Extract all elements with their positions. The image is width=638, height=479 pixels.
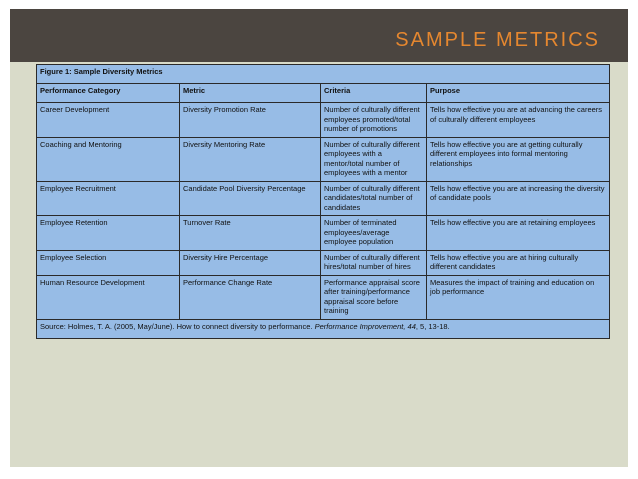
cell-category: Employee Retention: [37, 216, 180, 251]
column-header-category: Performance Category: [37, 84, 180, 103]
diversity-metrics-table: [36, 64, 610, 339]
cell-criteria: Number of culturally different employees promoted/total number of promotions: [321, 103, 427, 138]
slide-header-bar: [10, 9, 628, 62]
table-source-row: [37, 319, 610, 338]
cell-criteria: Number of culturally different hires/total number of hires: [321, 250, 427, 275]
table-row: [37, 103, 610, 138]
table-source: [37, 319, 610, 338]
cell-criteria: Performance appraisal score after training/performance appraisal score before training: [321, 275, 427, 319]
cell-category: Employee Selection: [37, 250, 180, 275]
cell-criteria: Number of terminated employees/average employee population: [321, 216, 427, 251]
column-header-criteria: Criteria: [321, 84, 427, 103]
cell-metric: Diversity Promotion Rate: [180, 103, 321, 138]
cell-purpose: Measures the impact of training and education on job performance: [427, 275, 610, 319]
cell-purpose: Tells how effective you are at advancing the careers of culturally different employees: [427, 103, 610, 138]
cell-criteria: Number of culturally different employees with a mentor/total number of employees with a mentor: [321, 137, 427, 181]
table-row: [37, 181, 610, 216]
table-header-row: [37, 84, 610, 103]
table-row: [37, 275, 610, 319]
cell-purpose: Tells how effective you are at retaining employees: [427, 216, 610, 251]
table-caption-row: [37, 65, 610, 84]
cell-metric: Candidate Pool Diversity Percentage: [180, 181, 321, 216]
table-row: [37, 137, 610, 181]
column-header-metric: Metric: [180, 84, 321, 103]
table-row: [37, 250, 610, 275]
source-suffix: , 5, 13-18.: [415, 321, 450, 331]
cell-purpose: Tells how effective you are at increasing the diversity of candidate pools: [427, 181, 610, 216]
cell-metric: Diversity Hire Percentage: [180, 250, 321, 275]
cell-category: Coaching and Mentoring: [37, 137, 180, 181]
cell-category: Career Development: [37, 103, 180, 138]
cell-criteria: Number of culturally different candidates/total number of candidates: [321, 181, 427, 216]
slide-title: SAMPLE METRICS: [395, 29, 600, 51]
cell-category: Employee Recruitment: [37, 181, 180, 216]
cell-purpose: Tells how effective you are at getting culturally different employees into formal mentoring relationships: [427, 137, 610, 181]
table-caption: Figure 1: Sample Diversity Metrics: [37, 65, 610, 84]
cell-purpose: Tells how effective you are at hiring culturally different candidates: [427, 250, 610, 275]
cell-category: Human Resource Development: [37, 275, 180, 319]
source-journal: Performance Improvement, 44: [314, 321, 416, 331]
cell-metric: Turnover Rate: [180, 216, 321, 251]
cell-metric: Diversity Mentoring Rate: [180, 137, 321, 181]
table-row: [37, 216, 610, 251]
cell-metric: Performance Change Rate: [180, 275, 321, 319]
source-prefix: Source: Holmes, T. A. (2005, May/June). How to connect diversity to performance.: [40, 321, 315, 331]
column-header-purpose: Purpose: [427, 84, 610, 103]
slide: [10, 9, 628, 467]
